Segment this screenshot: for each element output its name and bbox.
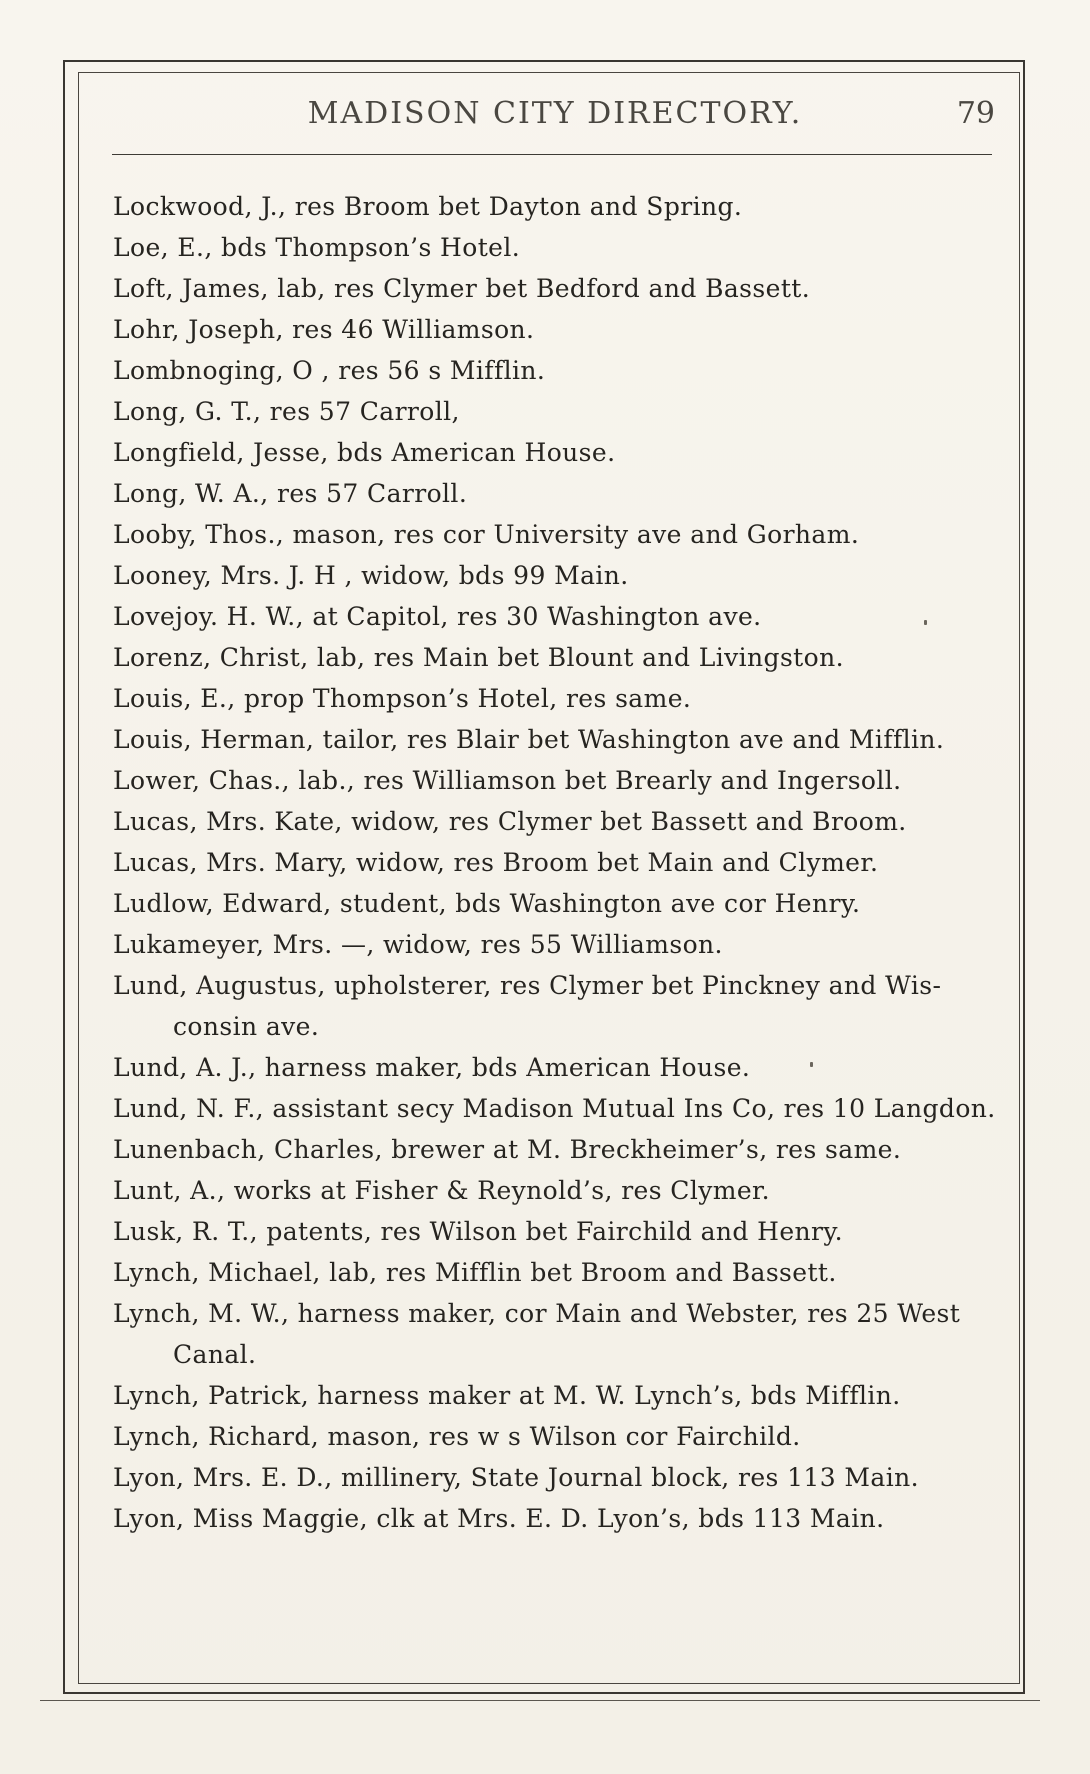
entry-text: Lund, A. J., harness maker, bds American House.	[113, 1053, 751, 1082]
directory-entry	[113, 1129, 998, 1170]
entry-text: Lucas, Mrs. Mary, widow, res Broom bet Main and Clymer.	[113, 848, 879, 877]
entry-text: Long, G. T., res 57 Carroll,	[113, 397, 460, 426]
directory-entry	[113, 1170, 998, 1211]
entry-text: Lukameyer, Mrs. —, widow, res 55 Williamson.	[113, 930, 723, 959]
directory-entry	[113, 268, 998, 309]
entry-text: Lynch, Richard, mason, res w s Wilson cor Fairchild.	[113, 1422, 801, 1451]
directory-entry	[113, 1375, 998, 1416]
directory-entry	[113, 1047, 998, 1088]
directory-entry	[113, 309, 998, 350]
directory-entry	[113, 186, 998, 227]
entry-text: Ludlow, Edward, student, bds Washington ave cor Henry.	[113, 889, 861, 918]
ink-speck	[810, 1062, 813, 1067]
directory-entry	[113, 637, 998, 678]
directory-entry	[113, 1416, 998, 1457]
directory-entry	[113, 473, 998, 514]
entry-continuation: consin ave.	[173, 1012, 320, 1041]
directory-entry	[113, 1498, 998, 1539]
entry-text: Lynch, Patrick, harness maker at M. W. Lynch’s, bds Mifflin.	[113, 1381, 901, 1410]
entry-text: Lyon, Miss Maggie, clk at Mrs. E. D. Lyon’s, bds 113 Main.	[113, 1504, 885, 1533]
directory-entry	[113, 1211, 998, 1252]
entry-text: Looby, Thos., mason, res cor University ave and Gorham.	[113, 520, 860, 549]
entry-text: Lund, N. F., assistant secy Madison Mutual Ins Co, res 10 Langdon.	[113, 1094, 996, 1123]
page-title: MADISON CITY DIRECTORY.	[307, 96, 803, 131]
entry-text: Lombnoging, O , res 56 s Mifflin.	[113, 356, 546, 385]
entry-text: Lorenz, Christ, lab, res Main bet Blount and Livingston.	[113, 643, 844, 672]
directory-entry	[113, 965, 998, 1047]
entry-text: Looney, Mrs. J. H , widow, bds 99 Main.	[113, 561, 629, 590]
entry-text: Lyon, Mrs. E. D., millinery, State Journal block, res 113 Main.	[113, 1463, 919, 1492]
entry-text: Lunt, A., works at Fisher & Reynold’s, res Clymer.	[113, 1176, 771, 1205]
entry-text: Longfield, Jesse, bds American House.	[113, 438, 616, 467]
entry-text: Lund, Augustus, upholsterer, res Clymer bet Pinckney and Wis-	[113, 971, 942, 1000]
header-rule	[112, 154, 992, 155]
directory-entry	[113, 350, 998, 391]
page-number: 79	[956, 96, 995, 131]
entry-text: Louis, Herman, tailor, res Blair bet Washington ave and Mifflin.	[113, 725, 945, 754]
entry-text: Lovejoy. H. W., at Capitol, res 30 Washington ave.	[113, 602, 762, 631]
directory-entry	[113, 678, 998, 719]
directory-entry	[113, 514, 998, 555]
entry-text: Lockwood, J., res Broom bet Dayton and Spring.	[113, 192, 743, 221]
entry-text: Lunenbach, Charles, brewer at M. Breckheimer’s, res same.	[113, 1135, 902, 1164]
directory-entry	[113, 432, 998, 473]
directory-entry	[113, 842, 998, 883]
directory-entry	[113, 1457, 998, 1498]
entry-text: Lower, Chas., lab., res Williamson bet Brearly and Ingersoll.	[113, 766, 902, 795]
entry-text: Lusk, R. T., patents, res Wilson bet Fairchild and Henry.	[113, 1217, 843, 1246]
entry-text: Lucas, Mrs. Kate, widow, res Clymer bet Bassett and Broom.	[113, 807, 907, 836]
bottom-rule	[40, 1700, 1040, 1701]
directory-entry	[113, 1293, 998, 1375]
entry-continuation: Canal.	[173, 1340, 257, 1369]
directory-entry	[113, 801, 998, 842]
entry-text: Louis, E., prop Thompson’s Hotel, res same.	[113, 684, 692, 713]
directory-entry	[113, 1252, 998, 1293]
running-header	[115, 96, 995, 146]
entry-text: Loft, James, lab, res Clymer bet Bedford and Bassett.	[113, 274, 811, 303]
ink-speck	[924, 620, 927, 625]
entry-text: Lynch, M. W., harness maker, cor Main and Webster, res 25 West	[113, 1299, 961, 1328]
entry-text: Lohr, Joseph, res 46 Williamson.	[113, 315, 535, 344]
directory-entry	[113, 1088, 998, 1129]
entry-text: Loe, E., bds Thompson’s Hotel.	[113, 233, 521, 262]
directory-entry	[113, 391, 998, 432]
directory-entry	[113, 596, 998, 637]
entry-text: Long, W. A., res 57 Carroll.	[113, 479, 468, 508]
directory-entry	[113, 924, 998, 965]
entry-text: Lynch, Michael, lab, res Mifflin bet Broom and Bassett.	[113, 1258, 837, 1287]
directory-entry	[113, 227, 998, 268]
directory-entry	[113, 555, 998, 596]
directory-entry	[113, 719, 998, 760]
directory-entry	[113, 760, 998, 801]
directory-entries	[113, 186, 998, 1539]
directory-entry	[113, 883, 998, 924]
